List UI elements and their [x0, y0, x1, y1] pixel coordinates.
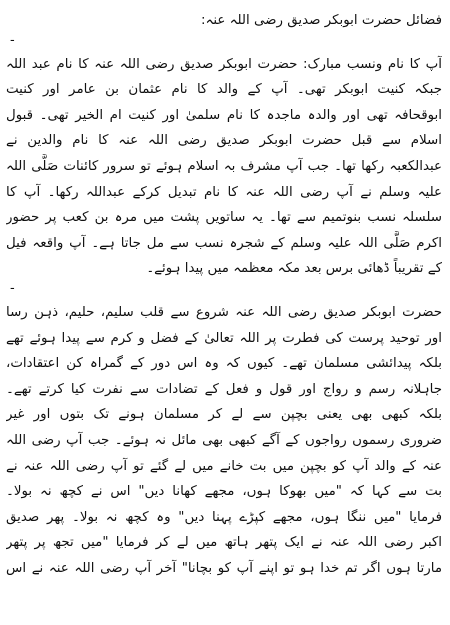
text-line: بت سے کہا کہ "میں بھوکا ہوں، مجھے کھانا دیں" اس نے کچھ نہ بولا۔	[6, 484, 442, 500]
separator-dash: -	[10, 280, 15, 296]
paragraph-1	[6, 52, 442, 282]
article-title: فضائل حضرت ابوبکر صدیق رضی اللہ عنہ:	[200, 13, 442, 28]
text-line: حضرت ابوبکر صدیق رضی اللہ عنہ شروع سے قلب سلیم، حلیم، ذہن رسا	[6, 304, 442, 320]
text-line: عبدالکعبہ رکھا تھا۔ جب آپ مشرف بہ اسلام ہوئے تو سرور کائنات صَلَّی اللہ	[6, 158, 442, 174]
text-line: سلسلہ نسب بنوتمیم سے تھا۔ یہ ساتویں پشت میں مرہ بن کعب پر حضور	[6, 210, 442, 226]
text-line: جاہلانہ رسم و رواج اور قول و فعل کے تضادات سے نفرت کیا کرتے تھے۔	[6, 381, 442, 397]
text-line: اکبر رضی اللہ عنہ نے ایک پتھر ہاتھ میں لے کر فرمایا "میں تجھ پر پتھر	[6, 535, 442, 551]
separator-dash: -	[10, 32, 15, 48]
text-line: عنہ کے والد آپ کو بچپن میں بت خانے میں لے گئے تو آپ رضی اللہ عنہ نے	[6, 458, 442, 474]
text-line: بلکہ پیدائشی مسلمان تھے۔ کیوں کہ وہ اس دور کے گمراہ کن اعتقادات،	[6, 356, 442, 372]
text-line: اور توحید پرست کی فطرت پر اللہ تعالیٰ کے فضل و کرم سے پیدا ہوئے تھے	[6, 330, 442, 346]
text-line: فرمایا "میں ننگا ہوں، مجھے کپڑے پہنا دیں" وہ کچھ نہ بولا۔ پھر صدیق	[6, 509, 442, 525]
text-line: بلکہ کبھی بھی یعنی بچپن سے لے کر مسلمان ہونے تک بتوں اور غیر	[6, 407, 442, 423]
paragraph-2	[6, 300, 442, 582]
text-line: ابوقحافہ تھی اور والدہ ماجدہ کا نام سلمیٰ اور کنیت ام الخیر تھی۔ قبول	[6, 107, 442, 123]
text-line: جبکہ کنیت ابوبکر تھی۔ آپ کے والد کا نام عثمان بن عامر اور کنیت	[6, 82, 442, 98]
text-line: علیہ وسلم نے آپ رضی اللہ عنہ کا نام تبدیل کرکے عبداللہ رکھا۔ آپ کا	[6, 184, 442, 200]
text-line: کے تقریباً ڈھائی برس بعد مکہ معظمہ میں پیدا ہوئے۔	[146, 261, 442, 277]
text-line: اکرم صَلَّی اللہ علیہ وسلم کے شجرہ نسب سے مل جاتا ہے۔ آپ واقعہ فیل	[6, 235, 442, 251]
text-line: ضروری رسموں رواجوں کے آگے کبھی بھی مائل نہ ہوئے۔ جب آپ رضی اللہ	[6, 432, 442, 448]
text-line: اسلام سے قبل حضرت ابوبکر صدیق رضی اللہ عنہ کا نام والدین نے	[6, 133, 442, 149]
text-line: آپ کا نام ونسب مبارک: حضرت ابوبکر صدیق رضی اللہ عنہ کا نام عبد اللہ	[6, 56, 442, 72]
text-line: مارتا ہوں اگر تم خدا ہو تو اپنے آپ کو بچانا" آخر آپ رضی اللہ عنہ نے اس	[6, 560, 442, 576]
